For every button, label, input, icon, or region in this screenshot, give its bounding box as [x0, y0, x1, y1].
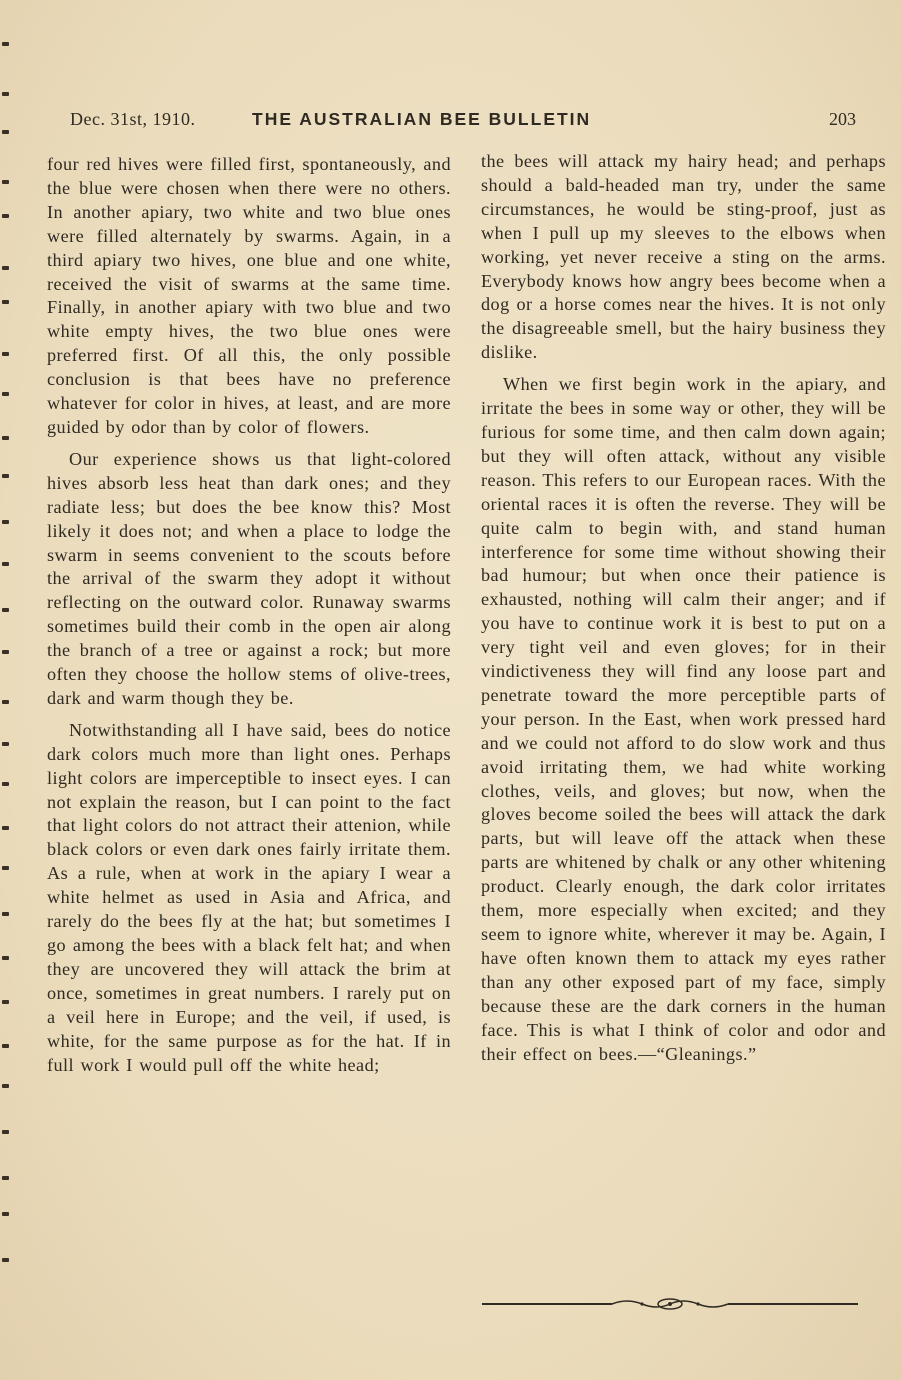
page-number: 203: [829, 109, 856, 129]
paragraph: Notwithstanding all I have said, bees do notice dark colors much more than light ones. Perhaps light colors are imperceptible to insect eyes. I can not explain the reason, but I can point to the fact that light colors do not attract their attenion, while black colors or even dark ones fairly irritate them. As a rule, when at work in the apiary I wear a white helmet as used in Asia and Africa, and rarely do the bees fly at the hat; but sometimes I go among the bees with a black felt hat; and when they are uncovered they will attack the brim at once, sometimes in great numbers. I rarely put on a veil here in Europe; and the veil, if used, is white, for the same purpose as for the hat. If in full work I would pull off the white head;: [47, 719, 451, 1075]
left-column: [47, 153, 451, 1085]
binding-edge: [0, 0, 14, 1380]
paragraph: four red hives were filled first, spontaneously, and the blue were chosen when there were no others. In another apiary, two white and two blue ones were filled alternately by swarms. Again, in a third apiary two hives, one blue and one white, received the visit of swarms at the same time. Finally, in another apiary with two blue and two white empty hives, the two blue ones were preferred first. Of all this, the only possible conclusion is that bees have no preference whatever for color in hives, at least, and are more guided by odor than by color of flowers.: [47, 154, 451, 437]
paragraph: When we first begin work in the apiary, and irritate the bees in some way or other, they will be furious for some time, and then calm down again; but they will often attack, without any visible reason. This refers to our European races. With the oriental races it is often the reverse. They will be quite calm to begin with, and stand human interference for some time without showing their bad humour; but when once their patience is exhausted, nothing will calm their anger; and if you have to continue work it is best to put on a very tight veil and even gloves; for in their vindictiveness they will find any loose part and penetrate toward the more perceptible parts of your person. In the East, when work pressed hard and we could not afford to do slow work and thus avoid irritating them, we had white working clothes, veils, and gloves; but now, when the gloves become soiled the bees will attack the dark parts, but will leave off the attack when these parts are whitened by chalk or any other whitening product. Clearly enough, the dark color irritates them, more especially when excited; and they seem to ignore white, wherever it may be. Again, I have often known them to attack my eyes rather than any other exposed part of my face, simply because these are the dark corners in the human face. This is what I think of color and odor and their effect on bees.—“Gleanings.”: [481, 374, 886, 1064]
header-title: THE AUSTRALIAN BEE BULLETIN: [252, 109, 592, 129]
paragraph: Our experience shows us that light-colored hives absorb less heat than dark ones; and they radiate less; but does the bee know this? Most likely it does not; and when a place to lodge the swarm in seems convenient to the scouts before the arrival of the swarm they adopt it without reflecting on the outward color. Runaway swarms sometimes build their comb in the open air along the branch of a tree or against a rock; but more often they choose the hollow stems of olive-trees, dark and warm though they be.: [47, 448, 451, 708]
paragraph: the bees will attack my hairy head; and perhaps should a bald-headed man try, under the same circumstances, he would be sting-proof, just as when I pull up my sleeves to the elbows when working, yet never receive a sting on the arms. Everybody knows how angry bees become when a dog or a horse comes near the hives. It is not only the disagreeable smell, but the hairy business they dislike.: [481, 151, 886, 363]
running-header: [70, 109, 860, 135]
header-date: Dec. 31st, 1910.: [70, 109, 196, 129]
right-column: [481, 150, 886, 1074]
end-ornament-divider: [482, 1298, 858, 1310]
